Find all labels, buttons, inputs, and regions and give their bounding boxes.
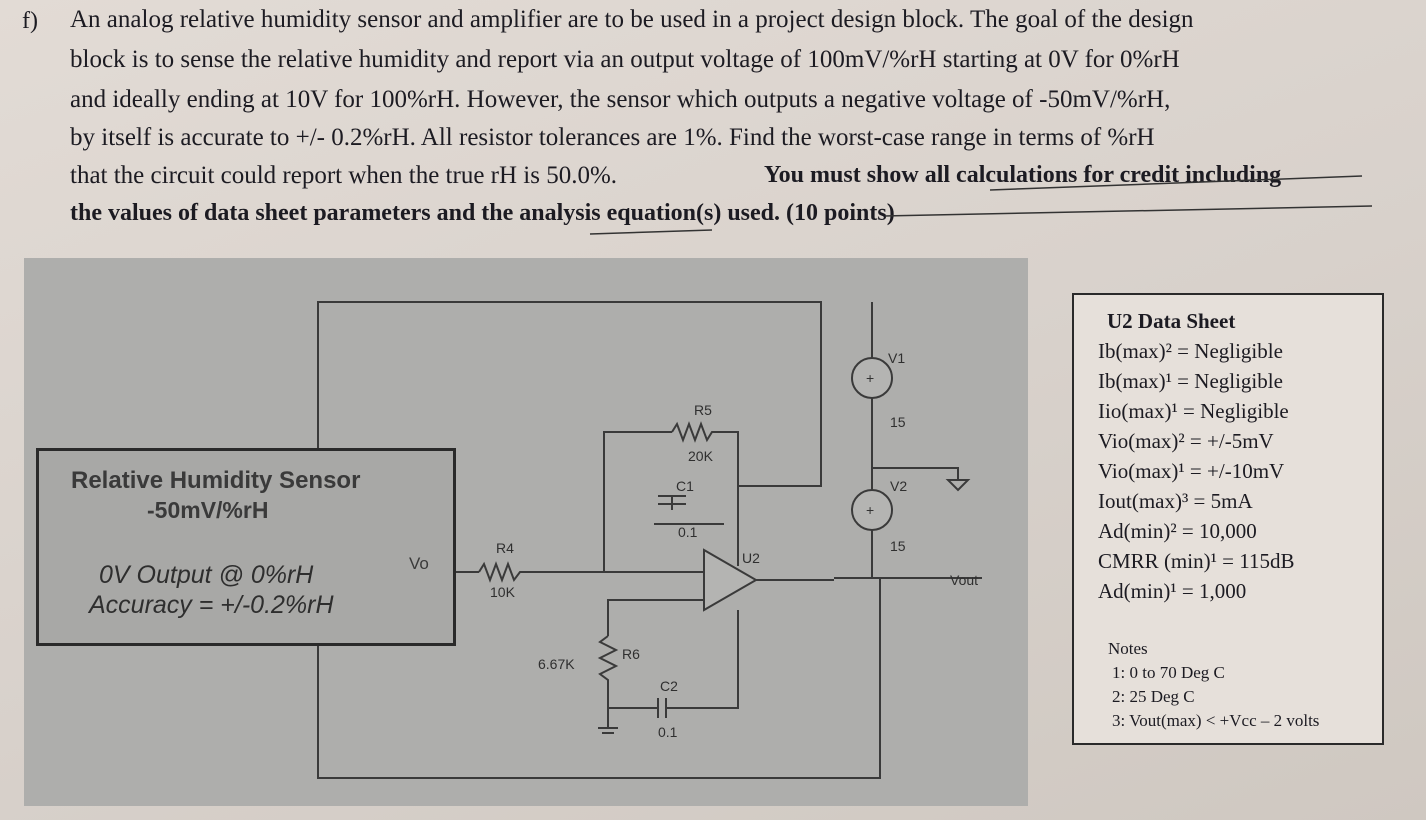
problem-bold-line-2: the values of data sheet parameters and the analysis equation(s) used. (10 points) (70, 200, 895, 226)
problem-bold-line-1: You must show all calculations for credit including (764, 162, 1282, 188)
c1-value: 0.1 (678, 524, 698, 540)
underline-marks (0, 0, 1426, 260)
r6-name: R6 (622, 646, 640, 662)
datasheet-param: Vio(max)¹ = +/-10mV (1098, 459, 1285, 483)
r5-name: R5 (694, 402, 712, 418)
c2-name: C2 (660, 678, 678, 694)
datasheet-param: Vio(max)² = +/-5mV (1098, 429, 1274, 453)
datasheet-title: U2 Data Sheet (1107, 309, 1236, 333)
problem-line-3: and ideally ending at 10V for 100%rH. However, the sensor which outputs a negative voltage of -50mV/%rH, (70, 86, 1171, 113)
sensor-scale: -50mV/%rH (147, 497, 269, 523)
datasheet-param: Ib(max)¹ = Negligible (1098, 369, 1283, 393)
u2-datasheet-box (1072, 293, 1384, 745)
datasheet-param: Ad(min)¹ = 1,000 (1098, 579, 1247, 603)
datasheet-notes-title: Notes (1108, 639, 1148, 658)
problem-line-5: that the circuit could report when the true rH is 50.0%. (70, 162, 618, 189)
problem-line-2: block is to sense the relative humidity and report via an output voltage of 100mV/%rH starting at 0V for 0%rH (70, 46, 1180, 73)
datasheet-param: Iout(max)³ = 5mA (1098, 489, 1253, 513)
problem-line-1: An analog relative humidity sensor and amplifier are to be used in a project design block. The goal of the design (70, 6, 1194, 33)
sensor-terminal-label: Vo (409, 554, 429, 573)
c1-name: C1 (676, 478, 694, 494)
datasheet-note: 3: Vout(max) < +Vcc – 2 volts (1112, 711, 1320, 730)
sensor-title: Relative Humidity Sensor (71, 467, 361, 494)
c2-value: 0.1 (658, 724, 678, 740)
problem-number: f) (22, 8, 38, 34)
datasheet-param: Iio(max)¹ = Negligible (1098, 399, 1289, 423)
u2-name: U2 (742, 550, 760, 566)
svg-text:+: + (866, 370, 875, 386)
datasheet-param: Ib(max)² = Negligible (1098, 339, 1283, 363)
v2-value: 15 (890, 538, 906, 554)
vout-label: Vout (950, 572, 979, 588)
datasheet-param: CMRR (min)¹ = 115dB (1098, 549, 1295, 573)
circuit-schematic (24, 258, 1028, 806)
r5-value: 20K (688, 448, 713, 464)
v1-name: V1 (888, 350, 906, 366)
svg-text:+: + (866, 502, 875, 518)
r6-value: 6.67K (538, 656, 575, 672)
r4-name: R4 (496, 540, 514, 556)
datasheet-note: 2: 25 Deg C (1112, 687, 1195, 706)
v1-value: 15 (890, 414, 906, 430)
datasheet-note: 1: 0 to 70 Deg C (1112, 663, 1225, 682)
v2-name: V2 (890, 478, 908, 494)
problem-line-4: by itself is accurate to +/- 0.2%rH. All resistor tolerances are 1%. Find the worst-case range in terms of %rH (70, 124, 1155, 151)
datasheet-param: Ad(min)² = 10,000 (1098, 519, 1257, 543)
sensor-accuracy-label: Accuracy = +/-0.2%rH (89, 591, 334, 619)
r4-value: 10K (490, 584, 515, 600)
sensor-output-label: 0V Output @ 0%rH (99, 561, 314, 589)
sensor-block (36, 448, 456, 646)
